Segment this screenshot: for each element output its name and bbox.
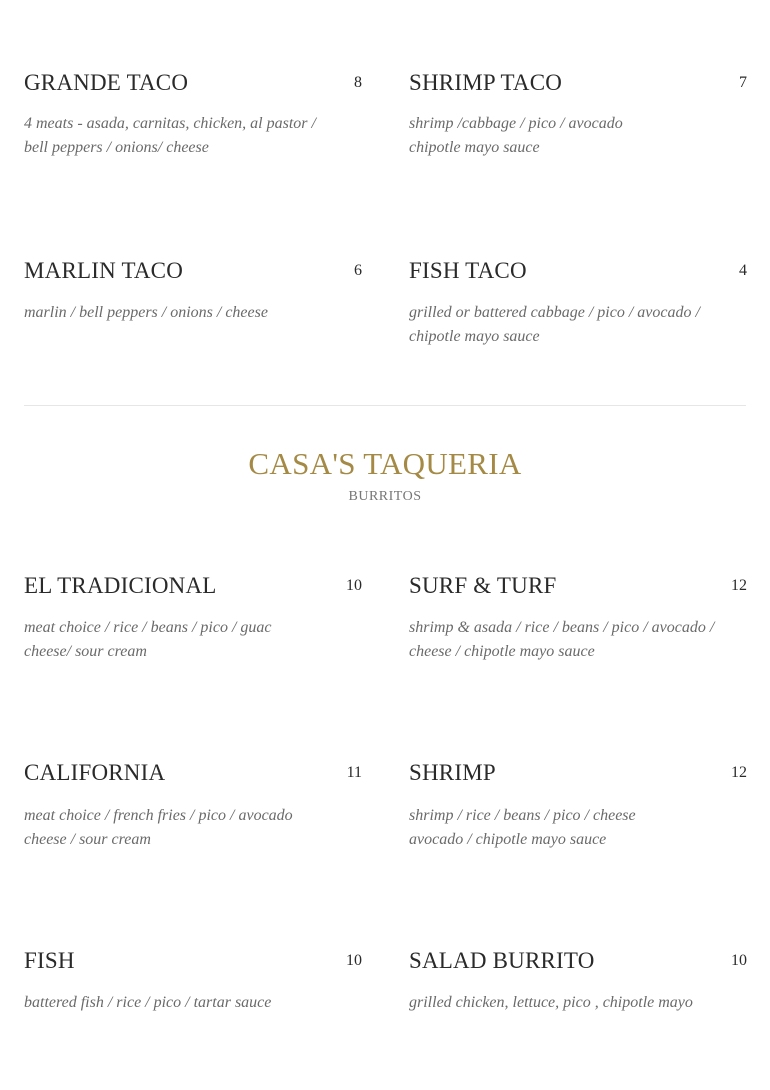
item-price: 10 xyxy=(731,952,747,969)
description-line: chipotle mayo sauce xyxy=(409,328,540,345)
item-price: 12 xyxy=(731,577,747,594)
description-line: avocado / chipotle mayo sauce xyxy=(409,831,607,848)
description-line: shrimp & asada / rice / beans / pico / avocado / xyxy=(409,619,715,636)
item-description xyxy=(409,991,747,1015)
description-line: cheese / chipotle mayo sauce xyxy=(409,643,595,660)
item-price: 8 xyxy=(354,74,362,91)
item-description xyxy=(24,804,362,852)
description-line: meat choice / french fries / pico / avocado xyxy=(24,807,293,824)
description-line: 4 meats - asada, carnitas, chicken, al pastor / xyxy=(24,115,316,132)
section-divider xyxy=(24,405,746,406)
section-subtitle: BURRITOS xyxy=(348,489,422,504)
restaurant-title: CASA'S TAQUERIA xyxy=(248,446,522,481)
item-price: 11 xyxy=(346,764,362,781)
item-price: 6 xyxy=(354,262,362,279)
description-line: chipotle mayo sauce xyxy=(409,139,540,156)
item-name: CALIFORNIA xyxy=(24,760,166,785)
item-price: 7 xyxy=(739,74,747,91)
item-name: SALAD BURRITO xyxy=(409,948,595,973)
description-line: meat choice / rice / beans / pico / guac xyxy=(24,619,272,636)
description-line: cheese/ sour cream xyxy=(24,643,147,660)
description-line: grilled chicken, lettuce, pico , chipotle mayo xyxy=(409,994,693,1011)
description-line: cheese / sour cream xyxy=(24,831,151,848)
item-description xyxy=(409,301,747,349)
description-line: bell peppers / onions/ cheese xyxy=(24,139,209,156)
item-name: GRANDE TACO xyxy=(24,70,189,95)
item-name: FISH TACO xyxy=(409,258,527,283)
item-description xyxy=(24,301,362,325)
item-name: SHRIMP TACO xyxy=(409,70,563,95)
item-description xyxy=(409,112,747,160)
item-description xyxy=(409,616,747,664)
description-line: marlin / bell peppers / onions / cheese xyxy=(24,304,268,321)
item-name: MARLIN TACO xyxy=(24,258,184,283)
item-price: 10 xyxy=(346,952,362,969)
item-price: 10 xyxy=(346,577,362,594)
item-description xyxy=(24,991,362,1015)
description-line: shrimp / rice / beans / pico / cheese xyxy=(409,807,636,824)
item-price: 4 xyxy=(739,262,747,279)
item-name: FISH xyxy=(24,948,75,973)
item-name: SHRIMP xyxy=(409,760,496,785)
item-description xyxy=(24,112,362,160)
description-line: shrimp /cabbage / pico / avocado xyxy=(409,115,623,132)
item-name: SURF & TURF xyxy=(409,573,557,598)
item-description xyxy=(24,616,362,664)
description-line: grilled or battered cabbage / pico / avocado / xyxy=(409,304,700,321)
item-description xyxy=(409,804,747,852)
description-line: battered fish / rice / pico / tartar sauce xyxy=(24,994,272,1011)
item-price: 12 xyxy=(731,764,747,781)
item-name: EL TRADICIONAL xyxy=(24,573,217,598)
